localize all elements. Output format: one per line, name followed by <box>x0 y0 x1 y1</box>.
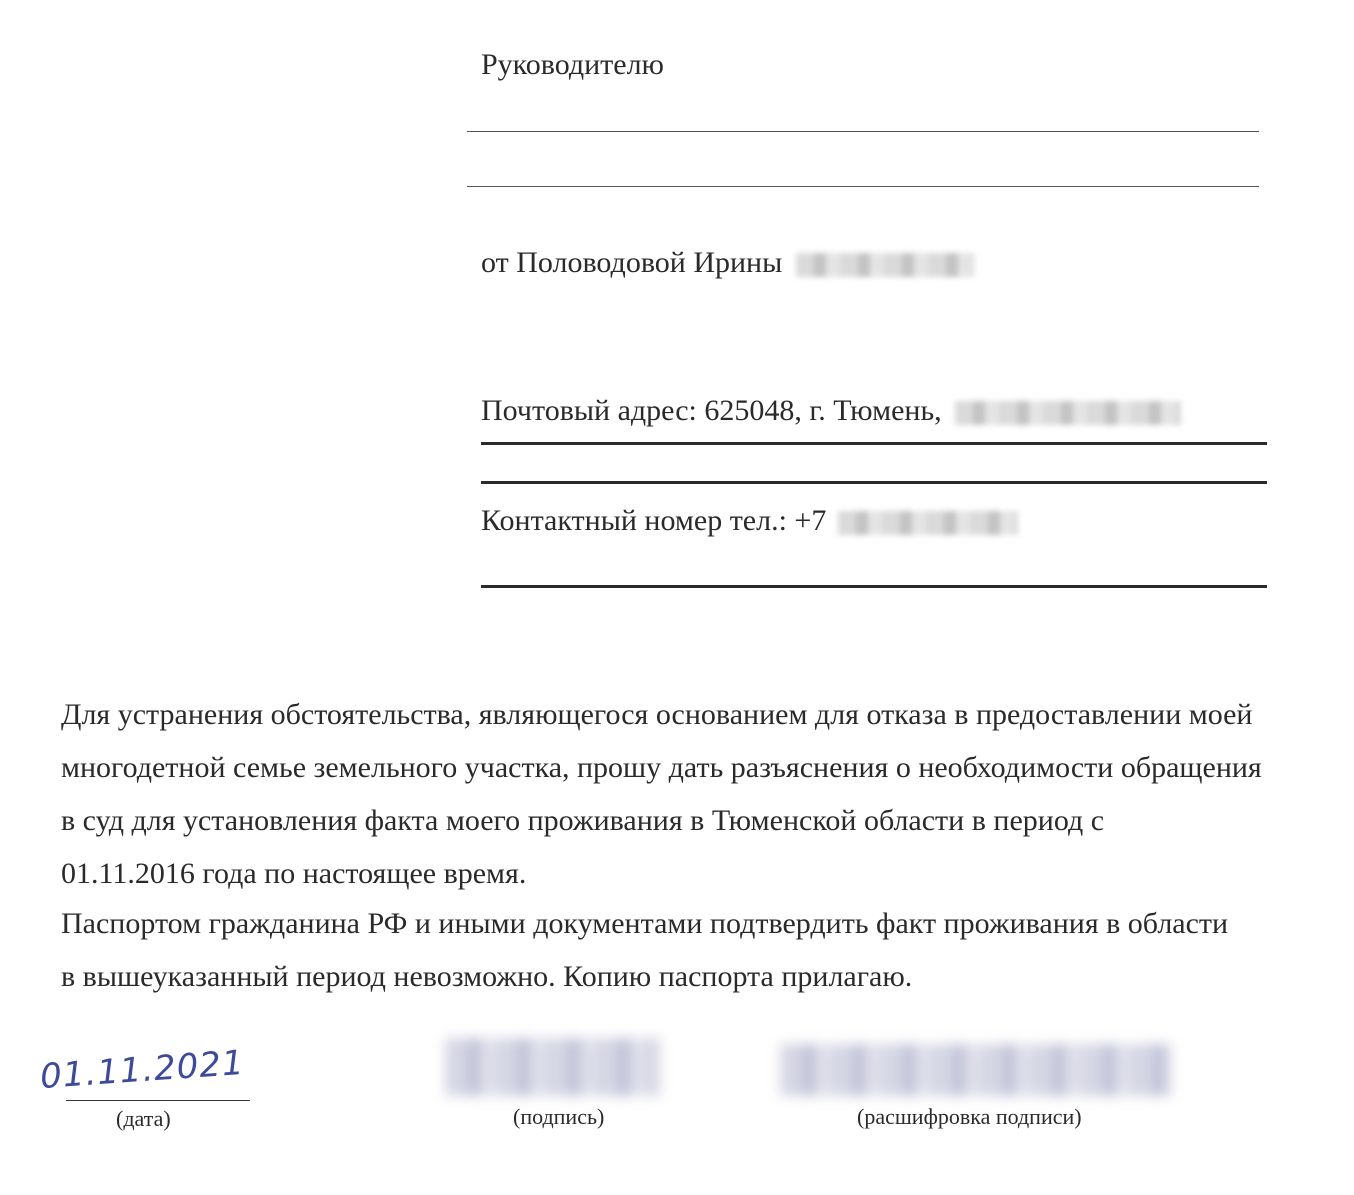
date-caption: (дата) <box>116 1106 171 1131</box>
body-line: в вышеуказанный период невозможно. Копию паспорта прилагаю. <box>61 960 913 993</box>
phone-label: Контактный номер тел.: +7 <box>481 504 827 537</box>
addressee-label: Руководителю <box>481 48 664 81</box>
addressee-line-2 <box>467 186 1259 187</box>
request-body <box>61 688 1262 1003</box>
date-line <box>66 1100 250 1101</box>
phone-line <box>481 585 1267 588</box>
redacted-signature <box>445 1038 660 1096</box>
phone-row <box>481 506 1018 536</box>
redacted-signature-decryption <box>780 1044 1172 1096</box>
address-line-2 <box>481 481 1267 484</box>
redacted-phone <box>838 511 1018 535</box>
address-row <box>481 396 1181 426</box>
handwritten-date: 01.11.2021 <box>38 1042 246 1098</box>
body-line: многодетной семье земельного участка, прошу дать разъяснения о необходимости обращения <box>61 751 1262 784</box>
redacted-address <box>955 401 1181 425</box>
body-line: Паспортом гражданина РФ и иными документами подтвердить факт проживания в области <box>61 907 1229 940</box>
signature-caption: (подпись) <box>513 1104 605 1129</box>
addressee-line-1 <box>467 131 1259 132</box>
body-line: в суд для установления факта моего проживания в Тюменской области в период с <box>61 804 1105 837</box>
body-line: Для устранения обстоятельства, являющегося основанием для отказа в предоставлении моей <box>61 698 1253 731</box>
body-line: 01.11.2016 года по настоящее время. <box>61 857 527 890</box>
decryption-caption: (расшифровка подписи) <box>857 1104 1082 1129</box>
address-line-1 <box>481 442 1267 445</box>
postal-address: Почтовый адрес: 625048, г. Тюмень, <box>481 394 942 427</box>
sender-row <box>481 248 974 278</box>
sender-name: от Половодовой Ирины <box>481 246 783 279</box>
redacted-patronymic <box>796 253 974 277</box>
